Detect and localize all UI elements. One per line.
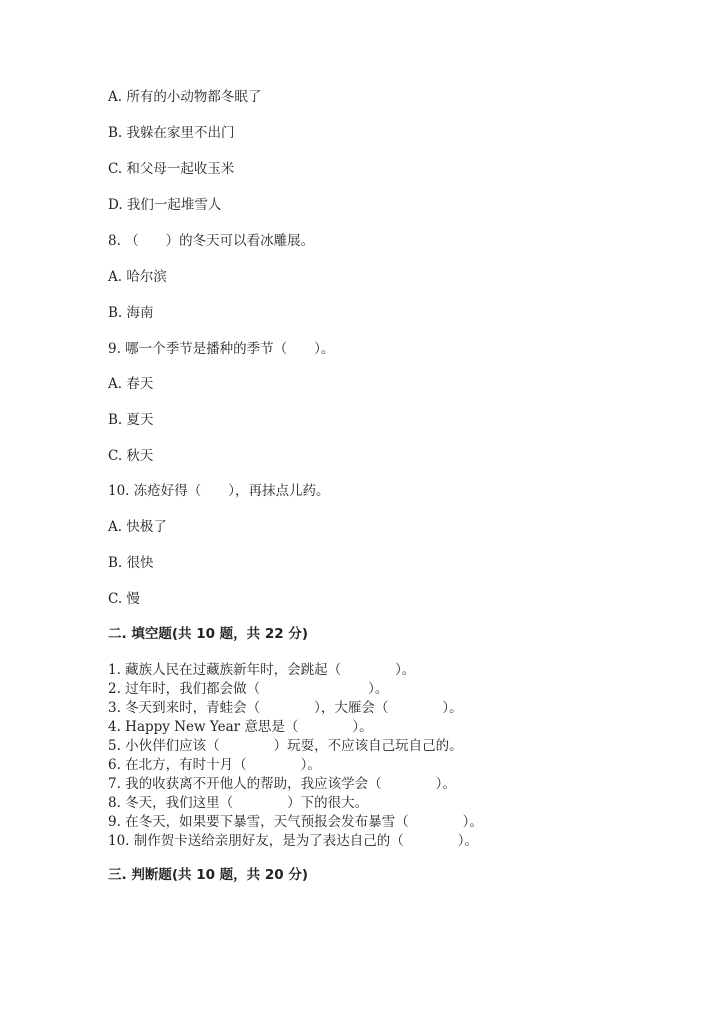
q10-option-b: B. 很快 (108, 555, 154, 571)
fill-item-6: 6. 在北方，有时十月（ ）。 (108, 757, 321, 773)
q9-option-a: A. 春天 (108, 376, 154, 392)
q7-option-c: C. 和父母一起收玉米 (108, 161, 235, 177)
q8-option-b: B. 海南 (108, 305, 154, 321)
q7-option-d: D. 我们一起堆雪人 (108, 197, 222, 213)
q9-option-b: B. 夏天 (108, 412, 154, 428)
q10-option-a: A. 快极了 (108, 519, 167, 535)
fill-item-10: 10. 制作贺卡送给亲朋好友，是为了表达自己的（ ）。 (108, 833, 479, 849)
fill-item-2: 2. 过年时，我们都会做（ ）。 (108, 681, 389, 697)
fill-item-3: 3. 冬天到来时，青蛙会（ ），大雁会（ ）。 (108, 700, 463, 716)
fill-item-4: 4. Happy New Year 意思是（ ）。 (108, 719, 373, 735)
q7-option-a: A. 所有的小动物都冬眠了 (108, 89, 262, 105)
fill-item-7: 7. 我的收获离不开他人的帮助，我应该学会（ ）。 (108, 776, 456, 792)
q8-option-a: A. 哈尔滨 (108, 269, 167, 285)
fill-item-1: 1. 藏族人民在过藏族新年时，会跳起（ ）。 (108, 662, 416, 678)
fill-section-heading: 二. 填空题(共 10 题，共 22 分) (108, 626, 309, 642)
q7-option-b: B. 我躲在家里不出门 (108, 125, 235, 141)
q9-option-c: C. 秋天 (108, 448, 154, 464)
fill-item-8: 8. 冬天，我们这里（ ）下的很大。 (108, 795, 369, 811)
fill-item-9: 9. 在冬天，如果要下暴雪，天气预报会发布暴雪（ ）。 (108, 814, 483, 830)
q9-stem: 9. 哪一个季节是播种的季节（ ）。 (108, 341, 335, 357)
judge-section-heading: 三. 判断题(共 10 题，共 20 分) (108, 867, 309, 883)
fill-item-5: 5. 小伙伴们应该（ ）玩耍，不应该自己玩自己的。 (108, 738, 463, 754)
q8-stem: 8. （ ）的冬天可以看冰雕展。 (108, 233, 315, 249)
q10-stem: 10. 冻疮好得（ ），再抹点儿药。 (108, 483, 330, 499)
q10-option-c: C. 慢 (108, 591, 140, 607)
